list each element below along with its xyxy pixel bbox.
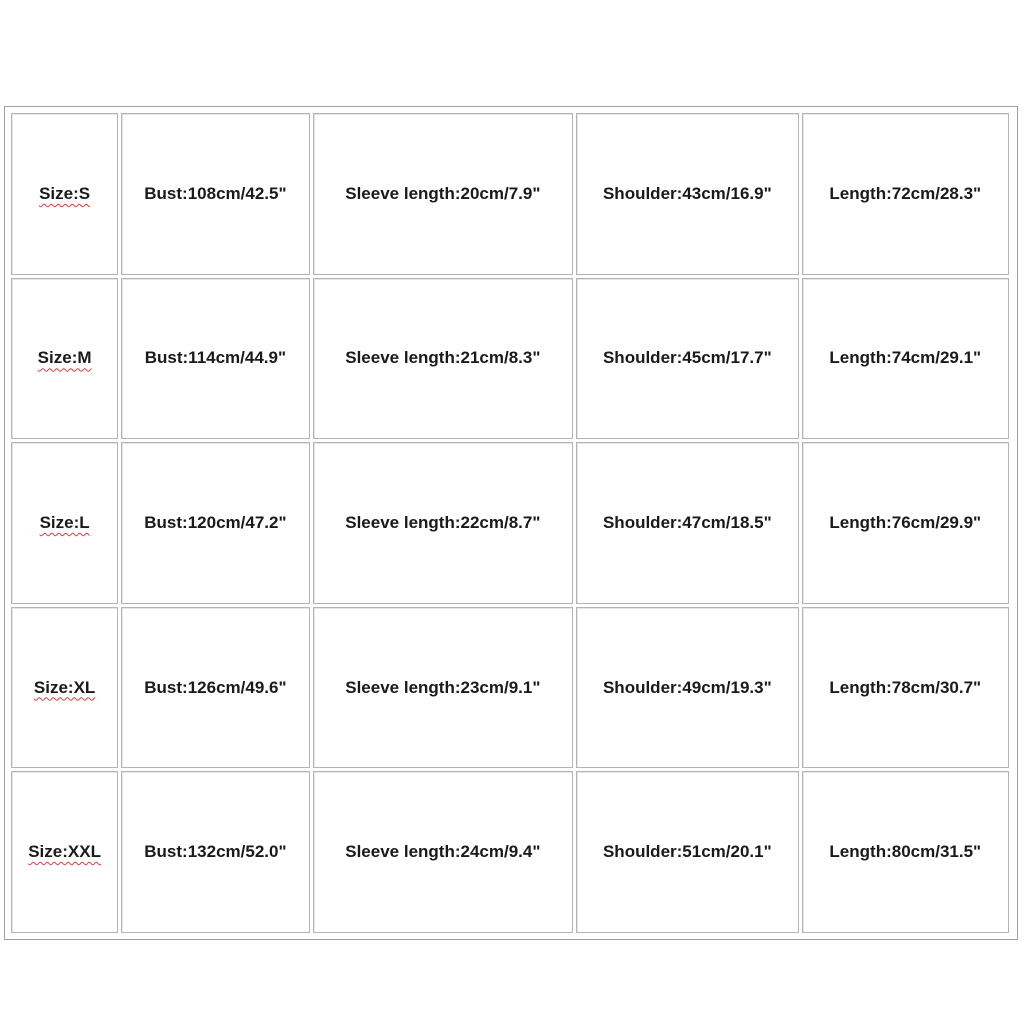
sleeve-length-cell: Sleeve length:23cm/9.1" bbox=[313, 607, 574, 769]
size-label: Size:M bbox=[37, 348, 92, 368]
shoulder-cell: Shoulder:45cm/17.7" bbox=[576, 278, 798, 440]
bust-cell: Bust:114cm/44.9" bbox=[121, 278, 309, 440]
sleeve-length-cell: Sleeve length:22cm/8.7" bbox=[313, 442, 574, 604]
size-chart-frame bbox=[4, 106, 1018, 940]
size-cell bbox=[11, 771, 118, 933]
shoulder-cell: Shoulder:47cm/18.5" bbox=[576, 442, 798, 604]
size-cell bbox=[11, 278, 118, 440]
bust-cell: Bust:108cm/42.5" bbox=[121, 113, 309, 275]
size-label: Size:XXL bbox=[28, 842, 101, 862]
length-cell: Length:76cm/29.9" bbox=[802, 442, 1009, 604]
table-row bbox=[11, 607, 1009, 769]
size-cell bbox=[11, 607, 118, 769]
size-label: Size:XL bbox=[33, 677, 96, 697]
table-row bbox=[11, 771, 1009, 933]
shoulder-cell: Shoulder:51cm/20.1" bbox=[576, 771, 798, 933]
size-cell bbox=[11, 442, 118, 604]
length-cell: Length:72cm/28.3" bbox=[802, 113, 1009, 275]
bust-cell: Bust:120cm/47.2" bbox=[121, 442, 309, 604]
table-row bbox=[11, 278, 1009, 440]
length-cell: Length:80cm/31.5" bbox=[802, 771, 1009, 933]
shoulder-cell: Shoulder:43cm/16.9" bbox=[576, 113, 798, 275]
table-row bbox=[11, 113, 1009, 275]
shoulder-cell: Shoulder:49cm/19.3" bbox=[576, 607, 798, 769]
bust-cell: Bust:126cm/49.6" bbox=[121, 607, 309, 769]
bust-cell: Bust:132cm/52.0" bbox=[121, 771, 309, 933]
sleeve-length-cell: Sleeve length:24cm/9.4" bbox=[313, 771, 574, 933]
length-cell: Length:74cm/29.1" bbox=[802, 278, 1009, 440]
size-label: Size:L bbox=[39, 512, 90, 532]
size-cell bbox=[11, 113, 118, 275]
size-label: Size:S bbox=[39, 183, 91, 203]
size-chart-table bbox=[8, 110, 1012, 936]
table-row bbox=[11, 442, 1009, 604]
sleeve-length-cell: Sleeve length:21cm/8.3" bbox=[313, 278, 574, 440]
sleeve-length-cell: Sleeve length:20cm/7.9" bbox=[313, 113, 574, 275]
length-cell: Length:78cm/30.7" bbox=[802, 607, 1009, 769]
